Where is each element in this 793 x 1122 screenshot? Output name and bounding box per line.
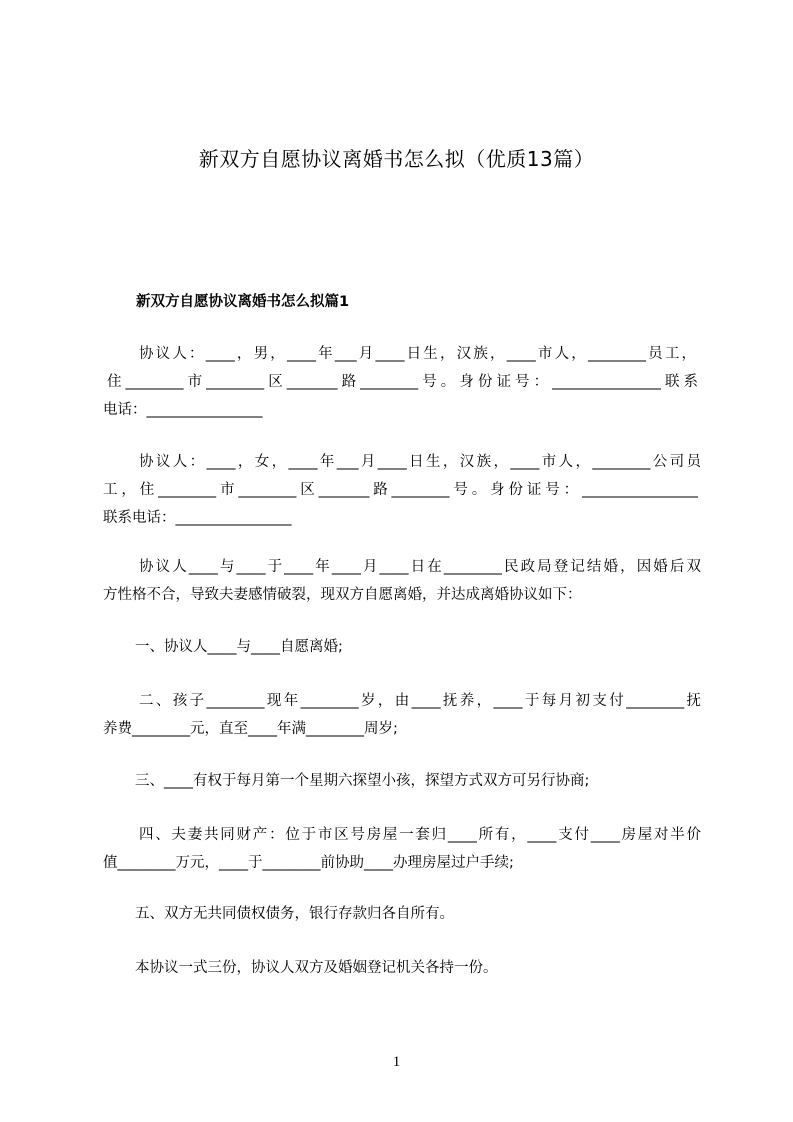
- paragraph-2-line-3: 联系电话：________________: [103, 510, 292, 526]
- paragraph-1-line-3: 电话：________________: [103, 402, 263, 418]
- paragraph-2-line-1: 协议人：____，女，____年___月____日生，汉族，____市人，________公司员: [139, 454, 701, 470]
- paragraph-1-line-2: 住________市________区_______路________号。身份证号：_______________联系: [107, 374, 698, 390]
- paragraph-1-line-1: 协议人：____，男，____年___月____日生，汉族，____市人，________员工，: [139, 346, 696, 362]
- section-heading: 新双方自愿协议离婚书怎么拟篇1: [136, 294, 350, 310]
- paragraph-7-line-1: 四、夫妻共同财产：位于市区号房屋一套归____所有，____支付____房屋对半价: [139, 827, 701, 843]
- paragraph-6-line-1: 三、____有权于每月第一个星期六探望小孩，探望方式双方可另行协商;: [135, 773, 590, 789]
- paragraph-8-line-1: 五、双方无共同债权债务，银行存款归各自所有。: [135, 906, 454, 922]
- paragraph-5-line-1: 二、孩子________现年________岁，由____抚养，____于每月初支付________抚: [139, 693, 701, 709]
- document-title: 新双方自愿协议离婚书怎么拟（优质13篇）: [198, 147, 595, 171]
- paragraph-5-line-2: 养费________元，直至____年满________周岁;: [103, 721, 398, 737]
- paragraph-4-line-1: 一、协议人____与____自愿离婚;: [135, 639, 343, 655]
- paragraph-3-line-2: 方性格不合，导致夫妻感情破裂，现双方自愿离婚，并达成离婚协议如下：: [103, 587, 582, 603]
- page-number: 1: [392, 1054, 401, 1070]
- paragraph-3-line-1: 协议人____与____于____年____月____日在________民政局登记结婚，因婚后双: [139, 559, 701, 575]
- paragraph-9-line-1: 本协议一式三份，协议人双方及婚姻登记机关各持一份。: [135, 960, 498, 976]
- paragraph-7-line-2: 值________万元，____于________前协助____办理房屋过户手续;: [103, 855, 514, 871]
- paragraph-2-line-2: 工，住________市________区_______路________号。身份证号：________________: [103, 482, 698, 498]
